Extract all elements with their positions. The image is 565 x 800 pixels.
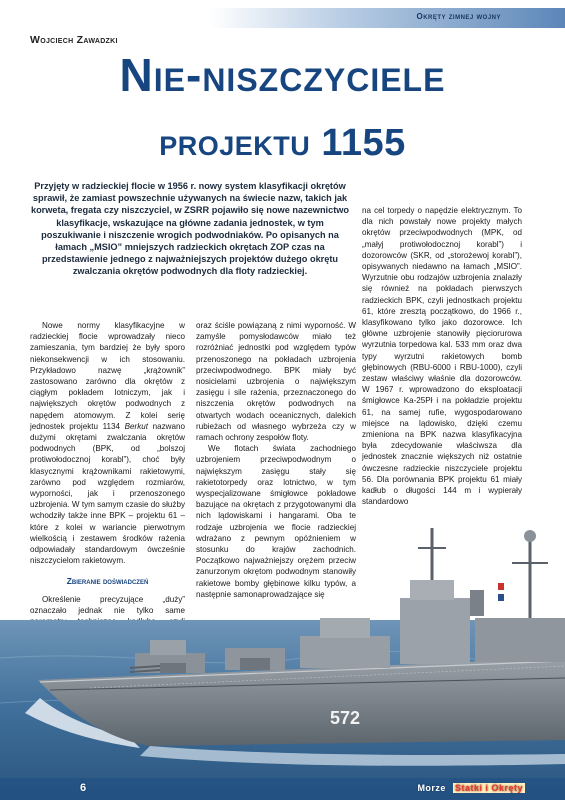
magazine-name [417,783,525,793]
page-number: 6 [80,782,87,794]
article-title: Nie-niszczyciele [119,49,446,101]
lead-paragraph [30,180,350,278]
page-footer [0,778,565,800]
section-label: Okręty zimnej wojny [416,12,501,21]
hull-number: 572 [330,708,361,728]
ship-name-berkut: Berkut [124,421,149,431]
section-header-bar [0,8,565,28]
warship-photo [0,508,565,800]
paragraph: Określenie precyzujące „duży” oznaczało jednak nie tylko same [30,594,185,615]
magazine-name-part1: Morze [417,783,446,793]
section-subheading: Zbieranie doświadczeń [66,576,149,587]
paragraph: oraz ściśle powiązaną z nimi wyporność. W zamyśle pomysłodawców miało też rozróżniać jednostki pod względem typów przenoszonego na pokładach uzbrojenia przeciwpodwodnego. BPK miały być nosicielami uzbrojenia o największym zasięgu i sile rażenia, przeznaczonego do niszczenia okrętów podwodnych na otwartych wodach oceanicznych, dalekich rubieżach od własnego wybrzeża czy w ramach ochrony zespołów floty. [196,321,356,443]
text-column-3 [362,205,522,507]
header-gradient [210,8,565,28]
article-title-line2: projektu 1155 [159,122,406,164]
author-name: Wojciech Zawadzki [30,34,118,46]
paragraph: We flotach świata zachodniego uzbrojeniem przeciwpodwodnym o największym zasięgu stały się rakietotorpedy oraz lotnictwo, w tym wyspecjalizowane śmigłowce pokładowe bazujące na okrętach z przygotowanymi dla nich lądowiskami i hangarami. Oba te rodzaje uzbrojenia we flocie radzieckiej wdrażano z pewnym opóźnieniem w stosunku do krajów zachodnich. Początkowo najważniejszy orężem przeciw zanurzonym okrętom podwodnym stanowiły rakietowe bomby głębinowe kilku typów, a następnie samonaprowadzające się [196,444,356,599]
magazine-name-part2: Statki i Okręty [454,783,523,793]
lead-text: Przyjęty w radzieckiej flocie w 1956 r. nowy system klasyfikacji okrętów sprawił, że zamiast powszechnie używanych na świecie nazw, takich jak korweta, fregata czy niszczyciel, w ZSRR pojawiło się nowe nazewnictwo klasyfikacje, wskazujące na główne zadania jednostek, w tym poszukiwanie i niszczenie wrogich podwodniaków. Po opisanych na łamach „MSIO” mniejszych radzieckich okrętach ZOP czas na przedstawienie jednego z najważniejszych projektów dużego okrętu zwalczania okrętów podwodnych dla floty radzieckiej. [30,181,350,277]
paragraph-text: Nowe normy klasyfikacyjne w radzieckiej flocie wprowadzały nieco zamieszania, tym bardziej że były sporo niekonsekwencji w ich stosowaniu. Przykładowo nazwę „krążownik” zastosowano zarówno dla okrętów z ciągłym pokładem lotniczym, jak i największych okrętów podwodnych z napędem atomowym. Z kolei serię jednostek projektu 1134 [30,321,185,431]
paragraph-text: nazwano dużymi okrętami zwalczania okrętów podwodnych (BPK, od „bolszoj protiwołodocznoj korabl”), choć były klasycznymi krążownikami rakietowymi, zarówno pod względem rozmiarów, wyporności, jak i przenoszonego uzbrojenia. W tym samym czasie do służby wchodziły także inne BPK – projektu 61 – które z kolei w wariancie pierwotnym wielkością i zestawem środków rażenia odpowiadały standardowym ówcześnie niszczycielom rakietowym. [30,421,186,566]
paragraph: na cel torpedy o napędzie elektrycznym. To dla nich powstały nowe projekty małych okrętów przeciwpodwodnych (MPK, od „małyj protiwołodocznoj korabl”) i dozorowców (SKR, od „storożewoj korabl”), opisywanych niedawno na łamach „MSIO”. Wyrzutnie obu rodzajów uzbrojenia znalazły się również na pokładach pierwszych radzieckich BPK, czyli jednostkach projektu 61, które zresztą początkowo, do 1966 r., klasyfikowano tylko jako dozorowce. Ich główne uzbrojenie stanowiły pięciorurowa wyrzutnia torpedowa kal. 533 mm oraz dwa typy wyrzutni rakietowych bomb głębinowych (RBU-6000 i RBU-1000), czyli zestaw właściwy właśnie dla dozorowców. W 1967 r. wprowadzono do eksploatacji śmigłowce Ka-25Pł i na pokładzie projektu 61, na samej rufie, wygospodarowano miejsce na lądowisko, dzięki czemu zmieniona na BPK nazwa klasyfikacyjna była zdecydowanie właściwsza dla jednostek znacznie większych niż ostatnie ówczesne radzieckie niszczyciele projektu 56. Dla porównania BPK projektu 61 miały kadłub o długości 144 m i wypierały standardowo [362,206,522,507]
